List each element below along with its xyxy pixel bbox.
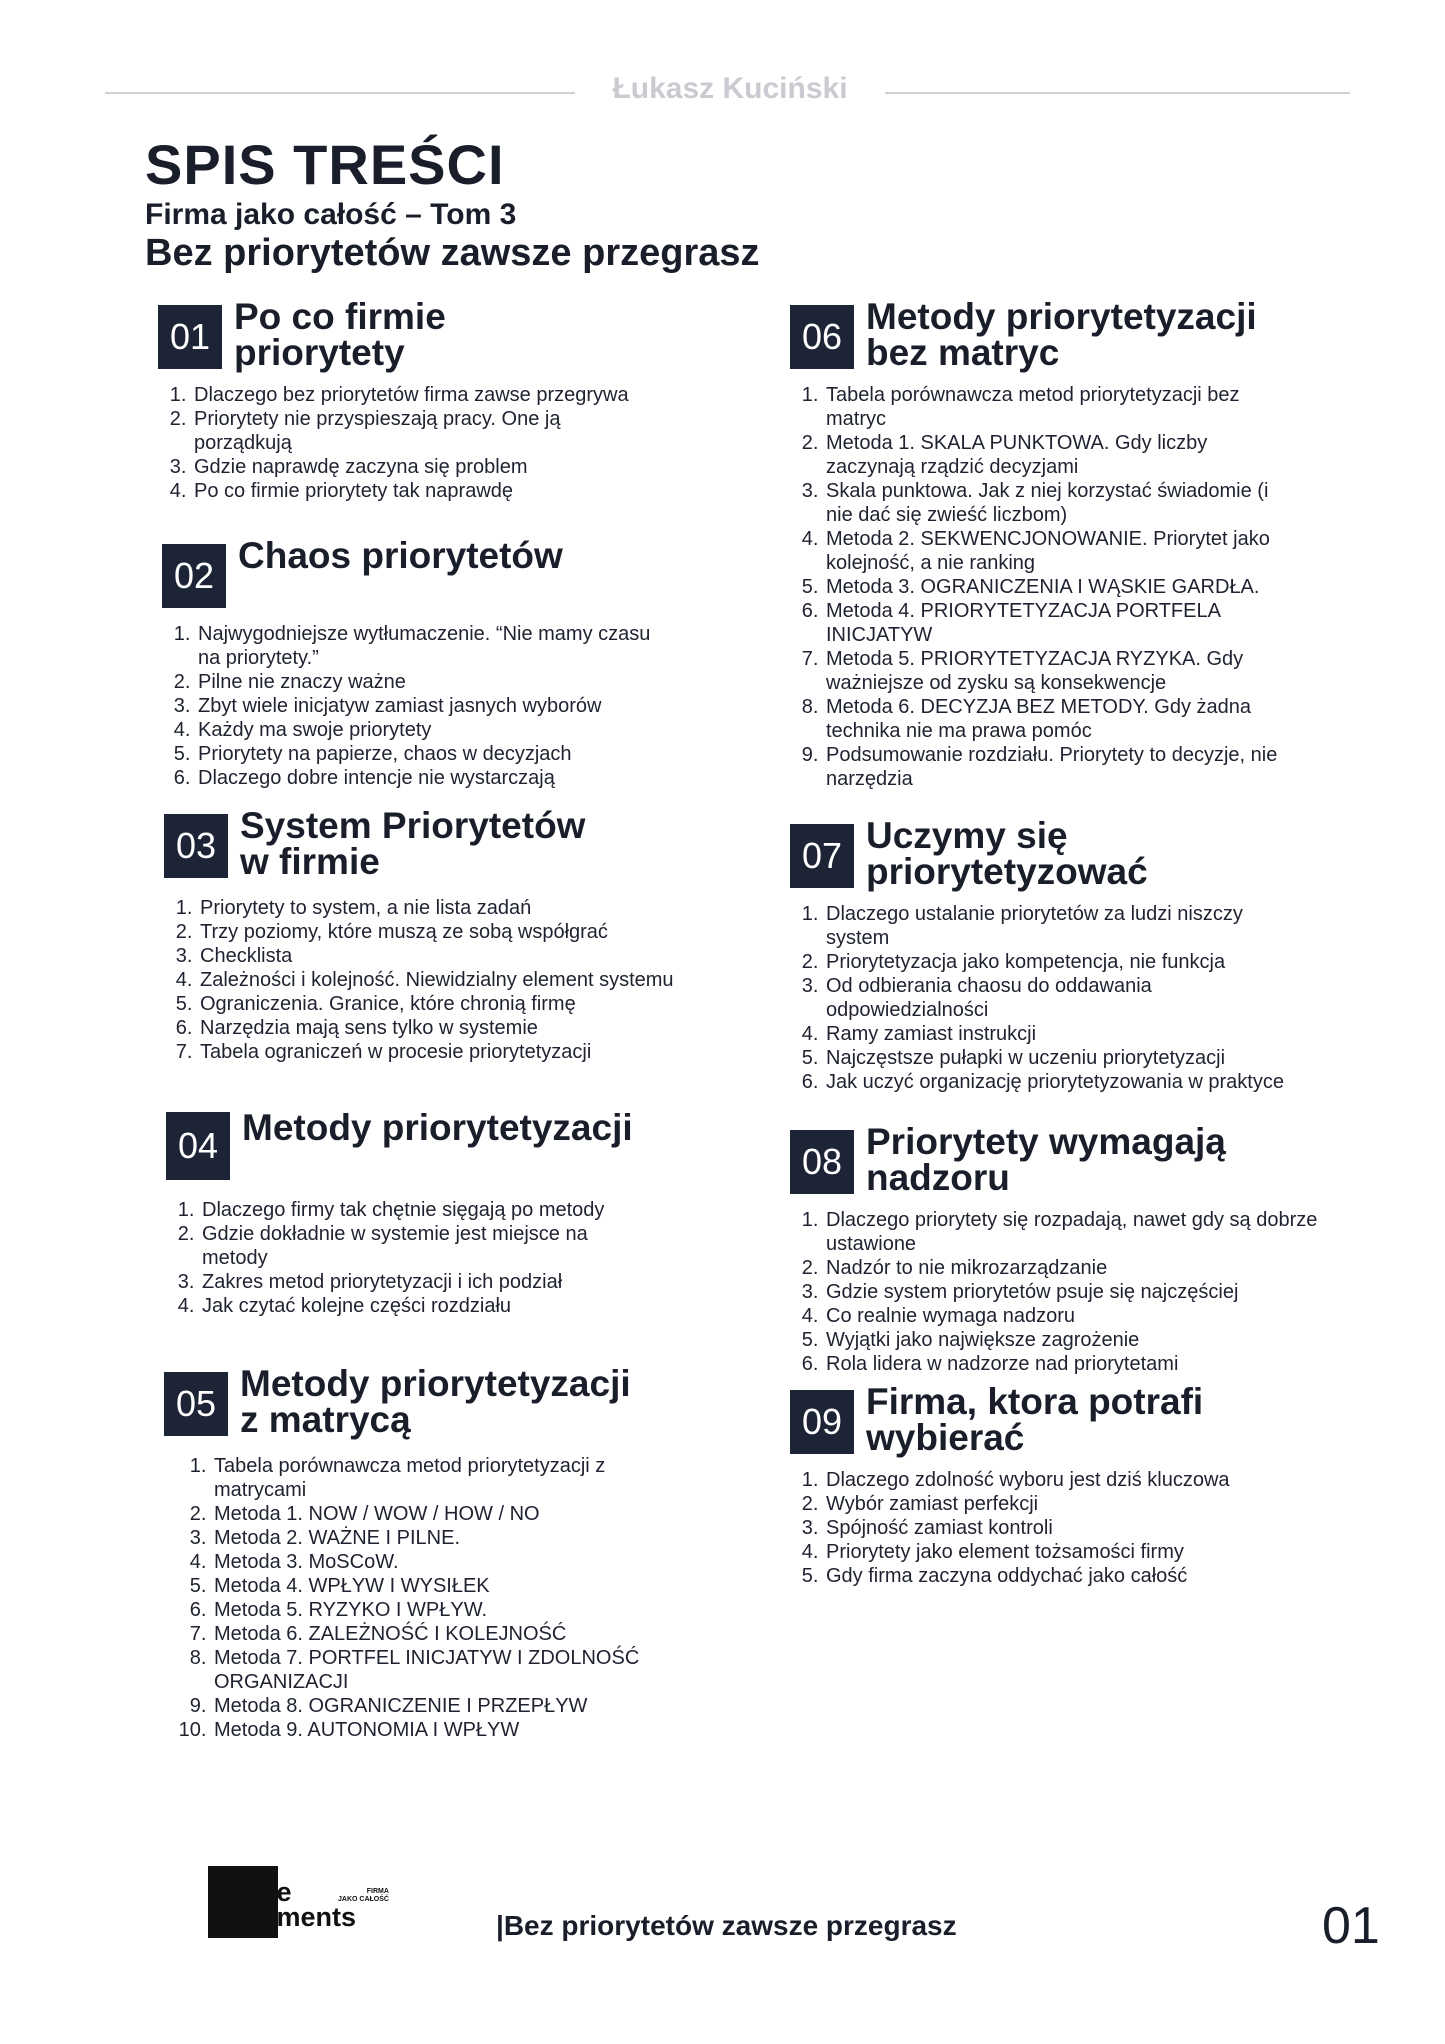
section-title: System Priorytetów w firmie [240, 805, 586, 882]
list-item: 8. Metoda 7. PORTFEL INICJATYW I ZDOLNOŚĆ ORGANIZACJI [212, 1646, 702, 1694]
section-title: Firma, ktora potrafi wybierać [866, 1381, 1204, 1458]
list-item: 1. Tabela porównawcza metod priorytetyzacji z matrycami [212, 1454, 702, 1502]
list-item: 3. Spójność zamiast kontroli [824, 1516, 1324, 1540]
list-item: 6. Metoda 5. RYZYKO I WPŁYW. [212, 1598, 702, 1622]
footer-title: |Bez priorytetów zawsze przegrasz [496, 1910, 957, 1941]
list-item: 2. Metoda 1. SKALA PUNKTOWA. Gdy liczby zaczynają rządzić decyzjami [824, 431, 1294, 479]
page-title: SPIS TREŚCI [145, 133, 505, 196]
list-item: 4. Każdy ma swoje priorytety [196, 718, 666, 742]
list-item: 2. Priorytety nie przyspieszają pracy. One ją porządkują [192, 407, 652, 455]
list-item: 5. Najczęstsze pułapki w uczeniu priorytetyzacji [824, 1046, 1294, 1070]
section-title: Uczymy się priorytetyzować [866, 815, 1148, 892]
section-title: Metody priorytetyzacji [242, 1107, 633, 1148]
section-items [164, 896, 678, 1064]
list-item: 5. Priorytety na papierze, chaos w decyzjach [196, 742, 666, 766]
list-item: 5. Metoda 4. WPŁYW I WYSIŁEK [212, 1574, 702, 1598]
section-number: 07 [790, 824, 854, 888]
list-item: 7. Metoda 5. PRIORYTETYZACJA RYZYKA. Gdy ważniejsze od zysku są konsekwencje [824, 647, 1294, 695]
list-item: 4. Jak czytać kolejne części rozdziału [200, 1294, 650, 1318]
book-series: Firma jako całość – Tom 3 [145, 198, 517, 231]
list-item: 2. Priorytetyzacja jako kompetencja, nie funkcja [824, 950, 1294, 974]
section-items [162, 622, 666, 790]
list-item: 3. Skala punktowa. Jak z niej korzystać świadomie (i nie dać się zwieść liczbom) [824, 479, 1294, 527]
book-title: Bez priorytetów zawsze przegrasz [145, 232, 760, 274]
section-items [790, 383, 1294, 791]
list-item: 2. Wybór zamiast perfekcji [824, 1492, 1324, 1516]
page-number: 01 [1322, 1897, 1380, 1955]
list-item: 1. Dlaczego firmy tak chętnie sięgają po metody [200, 1198, 650, 1222]
list-item: 6. Rola lidera w nadzorze nad priorytetami [824, 1352, 1324, 1376]
list-item: 7. Tabela ograniczeń w procesie priorytetyzacji [198, 1040, 678, 1064]
header-divider-right [885, 92, 1350, 94]
section-number: 06 [790, 305, 854, 369]
list-item: 1. Dlaczego zdolność wyboru jest dziś kluczowa [824, 1468, 1324, 1492]
section-items [790, 1468, 1324, 1588]
list-item: 1. Dlaczego bez priorytetów firma zawse przegrywa [192, 383, 652, 407]
section-title: Chaos priorytetów [238, 535, 563, 576]
list-item: 3. Gdzie naprawdę zaczyna się problem [192, 455, 652, 479]
section-title: Po co firmie priorytety [234, 296, 446, 373]
list-item: 6. Metoda 4. PRIORYTETYZACJA PORTFELA INICJATYW [824, 599, 1294, 647]
list-item: 3. Zbyt wiele inicjatyw zamiast jasnych wyborów [196, 694, 666, 718]
section-items [790, 1208, 1324, 1376]
list-item: 2. Metoda 1. NOW / WOW / HOW / NO [212, 1502, 702, 1526]
list-item: 4. Priorytety jako element tożsamości firmy [824, 1540, 1324, 1564]
section-items [164, 1454, 702, 1742]
logo-wordmark: ive lements [254, 1877, 357, 1932]
section-number: 02 [162, 544, 226, 608]
list-item: 5. Gdy firma zaczyna oddychać jako całość [824, 1564, 1324, 1588]
list-item: 1. Priorytety to system, a nie lista zadań [198, 896, 678, 920]
list-item: 4. Po co firmie priorytety tak naprawdę [192, 479, 652, 503]
list-item: 5. Metoda 3. OGRANICZENIA I WĄSKIE GARDŁA. [824, 575, 1294, 599]
list-item: 2. Nadzór to nie mikrozarządzanie [824, 1256, 1324, 1280]
list-item: 3. Zakres metod priorytetyzacji i ich podział [200, 1270, 650, 1294]
list-item: 5. Wyjątki jako największe zagrożenie [824, 1328, 1324, 1352]
section-title: Metody priorytetyzacji z matrycą [240, 1363, 631, 1440]
list-item: 1. Tabela porównawcza metod priorytetyzacji bez matryc [824, 383, 1294, 431]
list-item: 3. Od odbierania chaosu do oddawania odpowiedzialności [824, 974, 1294, 1022]
list-item: 6. Jak uczyć organizację priorytetyzowania w praktyce [824, 1070, 1294, 1094]
list-item: 3. Gdzie system priorytetów psuje się najczęściej [824, 1280, 1324, 1304]
header-divider-left [105, 92, 575, 94]
section-number: 04 [166, 1112, 230, 1180]
section-title: Priorytety wymagają nadzoru [866, 1121, 1226, 1198]
list-item: 5. Ograniczenia. Granice, które chronią firmę [198, 992, 678, 1016]
section-number: 01 [158, 305, 222, 369]
list-item: 2. Gdzie dokładnie w systemie jest miejsce na metody [200, 1222, 650, 1270]
list-item: 6. Dlaczego dobre intencje nie wystarczają [196, 766, 666, 790]
list-item: 10. Metoda 9. AUTONOMIA I WPŁYW [212, 1718, 702, 1742]
list-item: 9. Metoda 8. OGRANICZENIE I PRZEPŁYW [212, 1694, 702, 1718]
list-item: 4. Metoda 3. MoSCoW. [212, 1550, 702, 1574]
list-item: 9. Podsumowanie rozdziału. Priorytety to decyzje, nie narzędzia [824, 743, 1294, 791]
list-item: 4. Metoda 2. SEKWENCJONOWANIE. Priorytet jako kolejność, a nie ranking [824, 527, 1294, 575]
list-item: 4. Zależności i kolejność. Niewidzialny element systemu [198, 968, 678, 992]
section-number: 05 [164, 1372, 228, 1436]
list-item: 3. Checklista [198, 944, 678, 968]
list-item: 2. Trzy poziomy, które muszą ze sobą współgrać [198, 920, 678, 944]
section-number: 08 [790, 1130, 854, 1194]
list-item: 2. Pilne nie znaczy ważne [196, 670, 666, 694]
list-item: 1. Dlaczego ustalanie priorytetów za ludzi niszczy system [824, 902, 1294, 950]
list-item: 1. Najwygodniejsze wytłumaczenie. “Nie mamy czasu na priorytety.” [196, 622, 666, 670]
list-item: 7. Metoda 6. ZALEŻNOŚĆ I KOLEJNOŚĆ [212, 1622, 702, 1646]
section-number: 09 [790, 1390, 854, 1454]
list-item: 6. Narzędzia mają sens tylko w systemie [198, 1016, 678, 1040]
page-header [105, 68, 1350, 108]
list-item: 8. Metoda 6. DECYZJA BEZ METODY. Gdy żadna technika nie ma prawa pomóc [824, 695, 1294, 743]
section-items [166, 1198, 650, 1318]
section-items [158, 383, 652, 503]
section-number: 03 [164, 814, 228, 878]
list-item: 4. Co realnie wymaga nadzoru [824, 1304, 1324, 1328]
list-item: 3. Metoda 2. WAŻNE I PILNE. [212, 1526, 702, 1550]
list-item: 1. Dlaczego priorytety się rozpadają, nawet gdy są dobrze ustawione [824, 1208, 1324, 1256]
section-items [790, 902, 1294, 1094]
logo-tagline: FIRMA JAKO CAŁOŚĆ [338, 1888, 389, 1903]
author-name: Łukasz Kuciński [612, 72, 848, 105]
section-title: Metody priorytetyzacji bez matryc [866, 296, 1257, 373]
list-item: 4. Ramy zamiast instrukcji [824, 1022, 1294, 1046]
